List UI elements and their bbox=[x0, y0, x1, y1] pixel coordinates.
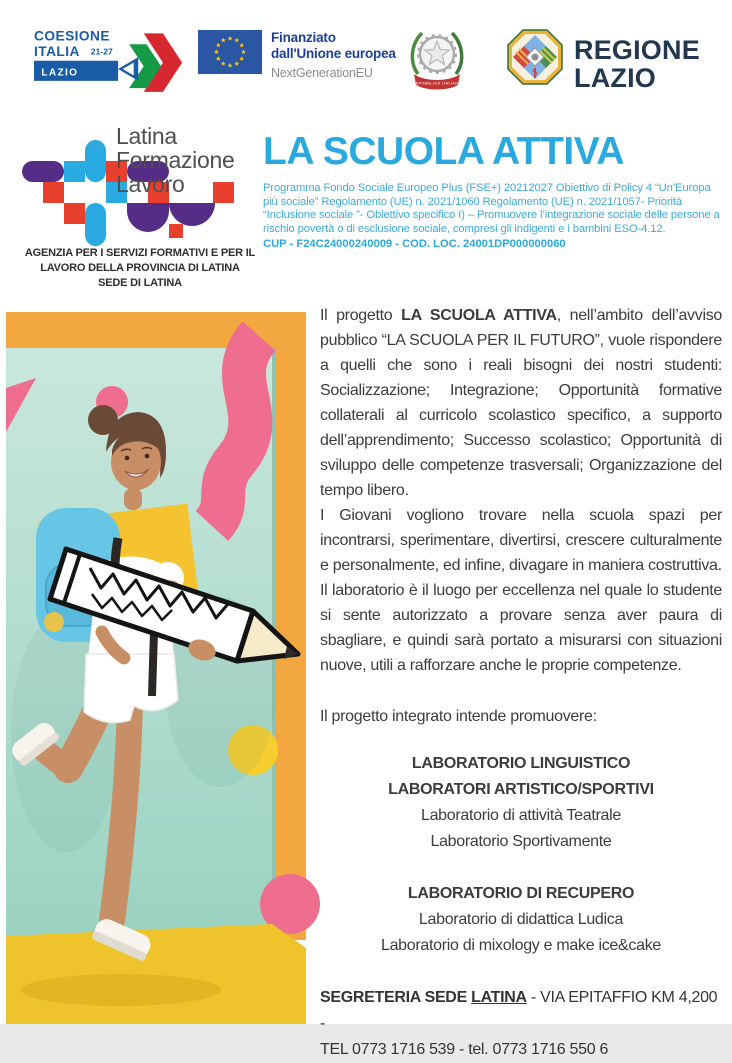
labs-group1 bbox=[320, 751, 722, 855]
lab-heading: LABORATORIO LINGUISTICO bbox=[411, 755, 631, 772]
agency-subtitle bbox=[12, 246, 268, 291]
brand-word-lavoro: Lavoro bbox=[116, 171, 185, 197]
lab-item: Laboratorio di mixology e make ice&cake bbox=[380, 937, 661, 954]
p1-prefix: Il progetto bbox=[320, 307, 402, 324]
lab-item: Laboratorio di didattica Ludica bbox=[418, 911, 624, 928]
cup-code-line: CUP - F24C24000240009 - COD. LOC. 24001DP000000060 bbox=[263, 238, 566, 251]
agency-line1: AGENZIA PER I SERVIZI FORMATIVI E PER IL bbox=[24, 247, 256, 259]
secretariat-address: - VIA EPITAFFIO KM 4,200 - bbox=[320, 989, 718, 1032]
main-text-column bbox=[320, 303, 722, 1063]
paragraph-promote: Il progetto integrato intende promuovere: bbox=[320, 708, 597, 725]
italy-emblem-icon bbox=[402, 22, 472, 94]
p1-project-name: LA SCUOLA ATTIVA bbox=[401, 307, 557, 324]
agency-line3: SEDE DI LATINA bbox=[98, 277, 182, 289]
lab-heading: LABORATORIO DI RECUPERO bbox=[407, 885, 635, 902]
eu-nextgen-line: NextGenerationEU bbox=[271, 66, 373, 80]
secretariat-contact bbox=[320, 985, 722, 1063]
paragraph-project bbox=[320, 303, 722, 503]
eu-flag-icon bbox=[198, 30, 262, 74]
regione-word: REGIONE bbox=[574, 35, 700, 65]
lab-item: Laboratorio Sportivamente bbox=[430, 833, 612, 850]
lab-heading: LABORATORI ARTISTICO/SPORTIVI bbox=[388, 781, 654, 798]
coesione-logo-icon bbox=[34, 26, 184, 92]
labs-group2 bbox=[320, 881, 722, 959]
paragraph-laboratorio: Il laboratorio è il luogo per eccellenza nel quale lo studente si sente autorizzato a provare senza aver paura di sbagliare, e quindi sarà portato a misurarsi con situazioni nuove, utili a rafforzare anche le proprie competenze. bbox=[320, 582, 722, 674]
brand-word-formazione: Formazione bbox=[116, 147, 235, 173]
paragraph-giovani: I Giovani vogliono trovare nella scuola spazi per incontrarsi, sperimentare, divertirsi, crescere culturalmente e personalmente, ed infine, divagare in maniera costruttiva. bbox=[320, 507, 722, 574]
eu-funded-line2: dall'Unione europea bbox=[271, 46, 396, 61]
lazio-word: LAZIO bbox=[574, 63, 656, 93]
p1-rest: , nell’ambito dell’avviso pubblico “LA SCUOLA PER IL FUTURO”, vuole rispondere a quelli che sono i reali bisogni dei nostri studenti: Socializzazione; Integrazione; Opportunità formative collaterali al curricolo scolastico specifico, a supporto dell’apprendimento; Successo scolastico; Opportunità di sviluppo delle competenze trasversali; Organizzazione del tempo libero. bbox=[320, 307, 722, 499]
contact-line1 bbox=[320, 985, 722, 1037]
coesione-region: LAZIO bbox=[41, 67, 79, 79]
hero-block bbox=[263, 132, 723, 251]
program-description: Programma Fondo Sociale Europeo Plus (FSE+) 20212027 Obiettivo di Policy 4 “Un’Europa più sociale” Regolamento (UE) n. 2021/1060 Regolamento (UE) n. 2021/1057- Priorità “Inclusione sociale ”- Obiettivo specifico I) – Promuovere l’integrazione sociale delle persone a rischio povertà o di esclusione sociale, compresi gli indigenti e i bambini ESO-4.12. bbox=[263, 182, 720, 235]
page-title: LA SCUOLA ATTIVA bbox=[263, 130, 625, 173]
brand-wordmark bbox=[116, 124, 234, 196]
emblem-ribbon-text: REPVBBLICA ITALIANA bbox=[412, 81, 462, 86]
regione-lazio-wordmark bbox=[574, 36, 700, 92]
eu-funding-text bbox=[271, 30, 396, 81]
coesione-italia-logo bbox=[34, 26, 184, 97]
brand-word-latina: Latina bbox=[116, 123, 177, 149]
labs-list bbox=[320, 751, 722, 959]
coesione-word1: COESIONE bbox=[34, 28, 110, 44]
secretariat-label: SEGRETERIA SEDE bbox=[320, 989, 467, 1006]
coesione-word2: ITALIA bbox=[34, 44, 80, 60]
secretariat-city: LATINA bbox=[471, 989, 527, 1006]
lab-item: Laboratorio di attività Teatrale bbox=[420, 807, 621, 824]
eu-funded-line1: Finanziato bbox=[271, 30, 336, 45]
agency-line2: LAVORO DELLA PROVINCIA DI LATINA bbox=[40, 262, 240, 274]
coesione-years: 21-27 bbox=[90, 46, 113, 57]
lazio-crest-icon bbox=[506, 28, 564, 86]
student-photo-illustration bbox=[6, 302, 306, 1024]
contact-line2-phones: TEL 0773 1716 539 - tel. 0773 1716 550 6 bbox=[320, 1041, 609, 1058]
